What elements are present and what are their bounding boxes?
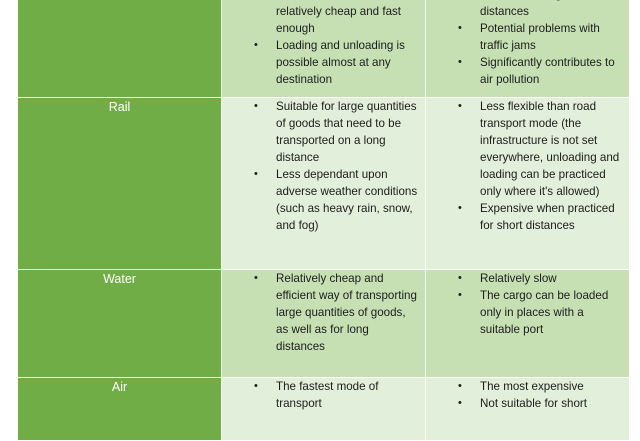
disadvantages-list xyxy=(426,270,629,338)
list-item xyxy=(222,98,425,166)
bullet-icon: • xyxy=(458,272,462,284)
list-item xyxy=(426,54,629,88)
bullet-icon xyxy=(254,0,258,3)
bullet-icon: • xyxy=(458,202,462,214)
list-item xyxy=(426,378,629,395)
list-item xyxy=(222,378,425,412)
disadvantages-cell xyxy=(426,378,630,441)
disadvantages-list xyxy=(426,378,629,412)
bullet-icon: • xyxy=(254,39,258,51)
disadvantages-list xyxy=(426,0,629,88)
bullet-icon: • xyxy=(458,56,462,68)
disadvantages-cell xyxy=(426,98,630,270)
list-item xyxy=(426,200,629,234)
bullet-icon: • xyxy=(458,22,462,34)
bullet-icon: • xyxy=(254,100,258,112)
disadvantages-cell xyxy=(426,0,630,98)
table-row xyxy=(18,270,630,378)
list-item-text: Significantly contributes to air pollution xyxy=(480,56,615,86)
bullet-icon: • xyxy=(254,168,258,180)
list-item-text: distances xyxy=(480,5,529,18)
mode-cell-rail: Rail xyxy=(18,98,222,270)
list-item xyxy=(222,0,425,37)
bullet-icon: • xyxy=(458,397,462,409)
advantages-list xyxy=(222,378,425,412)
list-item xyxy=(426,395,629,412)
transport-modes-table xyxy=(17,0,630,441)
bullet-icon: • xyxy=(458,380,462,392)
advantages-cell xyxy=(222,0,426,98)
list-item-text: Suitable for large quantities of goods that need to be transported on a long distance xyxy=(276,100,417,164)
disadvantages-list xyxy=(426,98,629,234)
list-item xyxy=(222,37,425,88)
list-item xyxy=(426,287,629,338)
table-row xyxy=(18,0,630,98)
list-item-text: Loading and unloading is possible almost at any destination xyxy=(276,39,405,86)
list-item-text: The fastest mode of transport xyxy=(276,380,379,410)
bullet-icon xyxy=(458,0,462,3)
list-item-text: Relatively slow xyxy=(480,272,557,285)
list-item-text: Expensive when practiced for short distances xyxy=(480,202,615,232)
advantages-list xyxy=(222,98,425,234)
bullet-icon: • xyxy=(254,380,258,392)
mode-cell-water: Water xyxy=(18,270,222,378)
mode-cell-air: Air xyxy=(18,378,222,441)
advantages-cell xyxy=(222,270,426,378)
bullet-icon: • xyxy=(458,100,462,112)
list-item-text: Relatively cheap and efficient way of transporting large quantities of goods, as well as for long distances xyxy=(276,272,417,353)
bullet-icon: • xyxy=(458,289,462,301)
mode-cell xyxy=(18,0,222,98)
list-item-text: Less flexible than road transport mode (the infrastructure is not set everywhere, unloading and loading can be practiced only where it's allowed) xyxy=(480,100,620,198)
list-item xyxy=(426,270,629,287)
list-item xyxy=(222,166,425,234)
list-item-text: Not suitable for short xyxy=(480,397,587,410)
list-item xyxy=(426,98,629,200)
advantages-list xyxy=(222,270,425,355)
list-item xyxy=(426,0,629,20)
list-item-text: Potential problems with traffic jams xyxy=(480,22,600,52)
advantages-cell xyxy=(222,378,426,441)
bullet-icon: • xyxy=(254,272,258,284)
list-item-text: The most expensive xyxy=(480,380,584,393)
list-item-text: relatively cheap and fast enough xyxy=(276,5,402,35)
advantages-cell xyxy=(222,98,426,270)
disadvantages-cell xyxy=(426,270,630,378)
list-item xyxy=(426,20,629,54)
table-row xyxy=(18,378,630,441)
advantages-list xyxy=(222,0,425,88)
table-row xyxy=(18,98,630,270)
list-item-text: The cargo can be loaded only in places with a suitable port xyxy=(480,289,609,336)
list-item-text: Less dependant upon adverse weather conditions (such as heavy rain, snow, and fog) xyxy=(276,168,418,232)
list-item xyxy=(222,270,425,355)
